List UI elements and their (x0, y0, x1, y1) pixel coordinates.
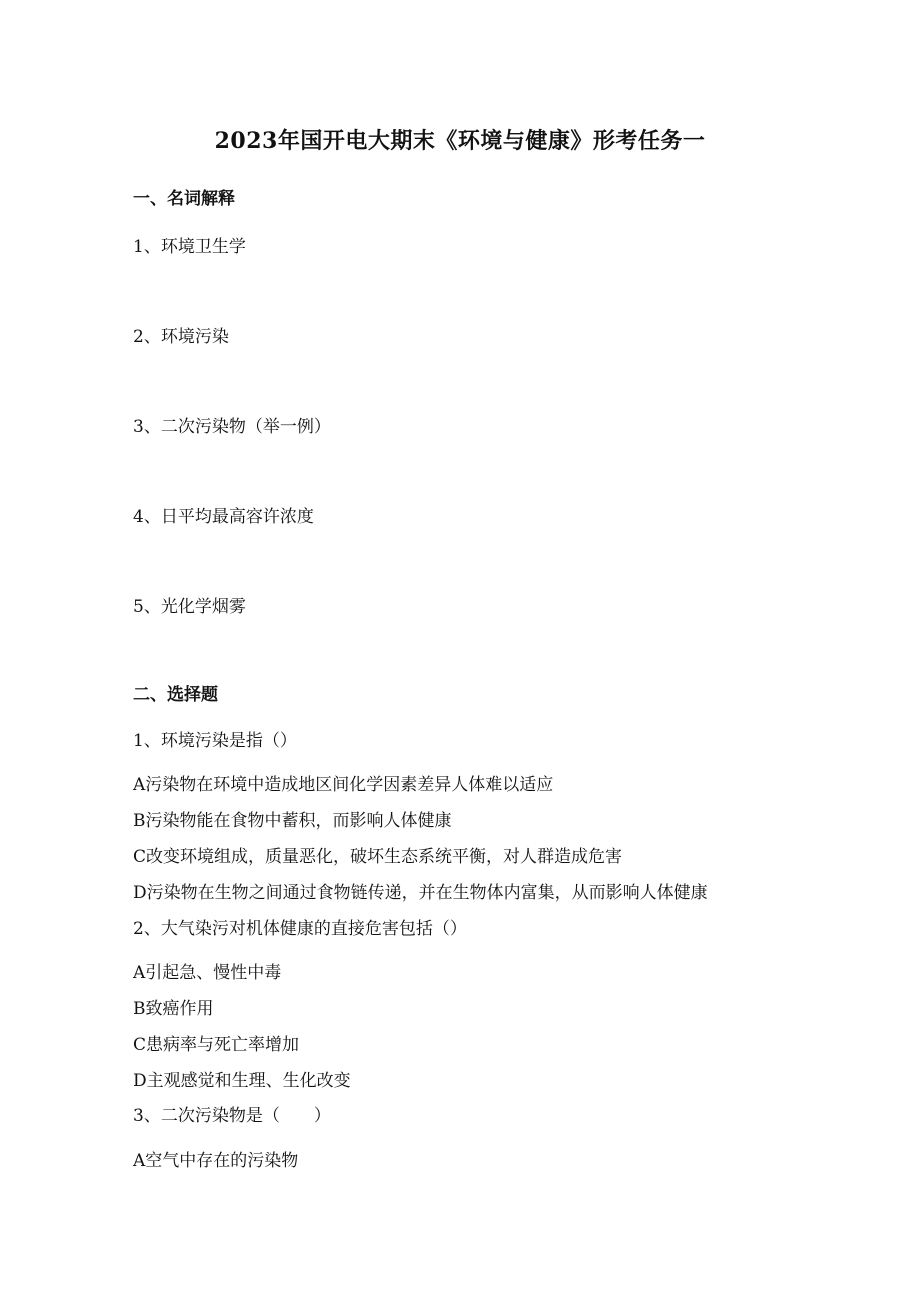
term-item: 5、光化学烟雾 (133, 597, 246, 617)
question-option: B致癌作用 (133, 999, 214, 1019)
term-item: 2、环境污染 (133, 327, 229, 347)
question-option: C患病率与死亡率增加 (133, 1035, 300, 1055)
question-option: A污染物在环境中造成地区间化学因素差异人体难以适应 (133, 775, 554, 795)
question-option: A空气中存在的污染物 (133, 1151, 299, 1171)
question-option: D主观感觉和生理、生化改变 (133, 1071, 351, 1091)
term-item: 4、日平均最高容许浓度 (133, 507, 314, 527)
term-item: 1、环境卫生学 (133, 237, 246, 257)
section-heading-terms: 一、名词解释 (133, 189, 235, 209)
question-stem: 1、环境污染是指（） (133, 731, 297, 751)
question-option: A引起急、慢性中毒 (133, 963, 282, 983)
question-option: C改变环境组成，质量恶化，破坏生态系统平衡，对人群造成危害 (133, 847, 623, 867)
question-stem: 2、大气染污对机体健康的直接危害包括（） (133, 919, 467, 939)
question-stem: 3、二次污染物是（ ） (133, 1106, 331, 1126)
section-heading-choice: 二、选择题 (133, 685, 218, 705)
term-item: 3、二次污染物（举一例） (133, 417, 331, 437)
question-option: B污染物能在食物中蓄积，而影响人体健康 (133, 811, 452, 831)
document-title: 2023年国开电大期末《环境与健康》形考任务一 (214, 128, 706, 154)
question-option: D污染物在生物之间通过食物链传递，并在生物体内富集，从而影响人体健康 (133, 883, 708, 903)
